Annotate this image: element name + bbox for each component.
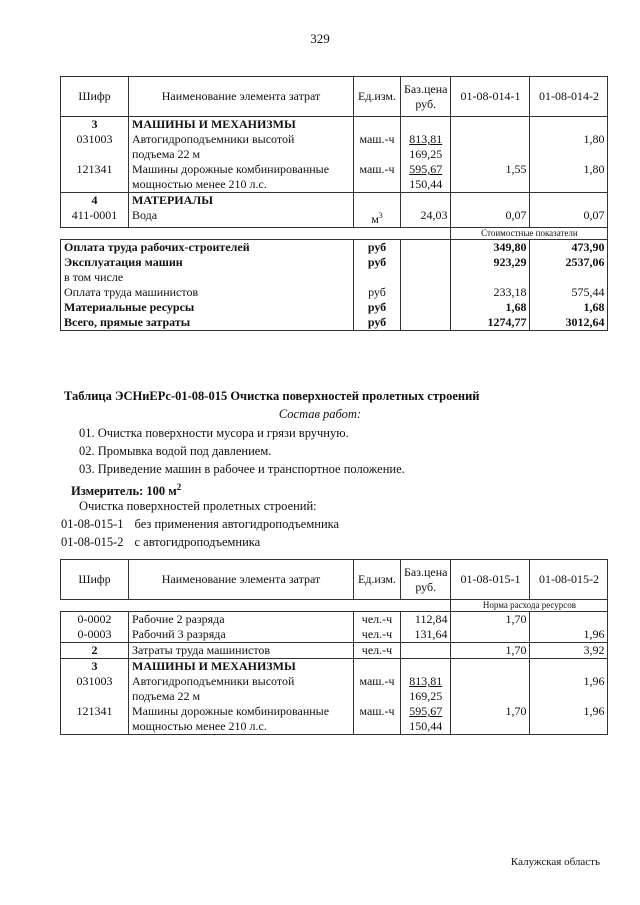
row-price: [401, 643, 451, 659]
work-item: 02. Промывка водой под давлением.: [79, 444, 272, 458]
row-name: [129, 704, 354, 735]
footer-region: Калужская область: [510, 856, 600, 868]
variant-text: с автогидроподъемника: [134, 535, 261, 549]
row-unit-sup: 3: [378, 211, 383, 220]
row-unit-text: м: [371, 212, 379, 226]
section-title: МАШИНЫ И МЕХАНИЗМЫ: [129, 659, 354, 675]
section-row: [61, 659, 608, 675]
table-title: Таблица ЭСНиЕРс-01-08-015 Очистка поверхностей пролетных строений: [64, 389, 480, 403]
header-unit: Ед.изм.: [354, 77, 401, 117]
norm-label-row: [61, 600, 608, 612]
header-col-b: 01-08-015-2: [530, 560, 608, 600]
summary-unit: руб: [354, 315, 401, 331]
row-value-a: [451, 674, 530, 704]
section-number: 3: [61, 659, 129, 675]
row-code: 411-0001: [61, 208, 129, 228]
resource-table-1: [60, 76, 608, 331]
row-price: 131,64: [401, 627, 451, 643]
row-price: [401, 674, 451, 704]
summary-name: Оплата труда машинистов: [61, 285, 354, 300]
variant-code: 01-08-015-1: [61, 517, 124, 531]
header-col-a: 01-08-015-1: [451, 560, 530, 600]
header-code: Шифр: [61, 560, 129, 600]
summary-name: Всего, прямые затраты: [61, 315, 354, 331]
row-price-main: 595,67: [409, 704, 443, 718]
row-value-a: 1,55: [451, 162, 530, 193]
row-price-wage: 150,44: [409, 719, 443, 733]
row-code: 031003: [61, 132, 129, 162]
measurement-unit-sup: 2: [176, 482, 182, 492]
row-name: Вода: [129, 208, 354, 228]
summary-row: [61, 270, 608, 285]
variant-code: 01-08-015-2: [61, 535, 124, 549]
section-row: [61, 117, 608, 133]
summary-unit: руб: [354, 285, 401, 300]
row-value-a: [451, 627, 530, 643]
variant-text: без применения автогидроподъемника: [134, 517, 340, 531]
row-value-b: 0,07: [530, 208, 608, 228]
table-row: [61, 674, 608, 704]
row-value-b: 1,96: [530, 704, 608, 735]
header-price-line2: руб.: [415, 579, 437, 594]
row-unit: маш.-ч: [354, 704, 401, 735]
summary-unit: руб: [354, 240, 401, 256]
row-name-line1: Машины дорожные комбинированные: [132, 162, 330, 176]
row-unit: маш.-ч: [354, 132, 401, 162]
row-price-main: 813,81: [409, 674, 443, 688]
section-title: МАТЕРИАЛЫ: [129, 193, 354, 209]
row-code: 121341: [61, 162, 129, 193]
row-name: [129, 674, 354, 704]
table-row: [61, 704, 608, 735]
summary-unit: руб: [354, 300, 401, 315]
header-price-line2: руб.: [415, 96, 437, 111]
header-price-line1: Баз.цена: [404, 81, 448, 96]
variant-item: [61, 534, 260, 550]
measurement-unit-text: Измеритель: 100 м: [71, 484, 177, 499]
row-name: Рабочие 2 разряда: [129, 612, 354, 628]
summary-name: Оплата труда рабочих-строителей: [61, 240, 354, 256]
row-name-line2: подъема 22 м: [132, 689, 201, 703]
header-unit: Ед.изм.: [354, 560, 401, 600]
row-value-a: 0,07: [451, 208, 530, 228]
header-price: [401, 77, 451, 117]
summary-name: Материальные ресурсы: [61, 300, 354, 315]
header-col-b: 01-08-014-2: [530, 77, 608, 117]
row-code: 0-0003: [61, 627, 129, 643]
summary-value-a: 349,80: [451, 240, 530, 256]
summary-value-a: 1274,77: [451, 315, 530, 331]
summary-row: [61, 255, 608, 270]
row-value-a: 1,70: [451, 704, 530, 735]
summary-value-b: 575,44: [530, 285, 608, 300]
table-row: [61, 208, 608, 228]
page-number: 329: [310, 31, 330, 46]
variant-item: [61, 516, 339, 532]
row-price-wage: 169,25: [409, 689, 443, 703]
row-name-line2: мощностью менее 210 л.с.: [132, 719, 267, 733]
row-name-line1: Машины дорожные комбинированные: [132, 704, 330, 718]
row-name: [129, 132, 354, 162]
row-code: 031003: [61, 674, 129, 704]
row-price: 24,03: [401, 208, 451, 228]
row-name-line1: Автогидроподъемники высотой: [132, 132, 295, 146]
section-number: 4: [61, 193, 129, 209]
table-row: [61, 627, 608, 643]
row-name: Затраты труда машинистов: [129, 643, 354, 659]
cost-label-row: [61, 228, 608, 240]
row-price-wage: 169,25: [409, 147, 443, 161]
section-number: 3: [61, 117, 129, 133]
measurement-unit: [71, 479, 181, 499]
summary-value-a: 1,68: [451, 300, 530, 315]
summary-row: [61, 240, 608, 256]
row-price: [401, 704, 451, 735]
norm-label: Норма расхода ресурсов: [451, 600, 608, 612]
row-value-b: 1,96: [530, 674, 608, 704]
row-value-a: 1,70: [451, 612, 530, 628]
cost-label: Стоимостные показатели: [451, 228, 608, 240]
row-value-b: [530, 612, 608, 628]
summary-row: [61, 285, 608, 300]
row-unit: чел.-ч: [354, 612, 401, 628]
header-code: Шифр: [61, 77, 129, 117]
header-name: Наименование элемента затрат: [129, 77, 354, 117]
row-value-b: 3,92: [530, 643, 608, 659]
header-col-a: 01-08-014-1: [451, 77, 530, 117]
table-row: [61, 643, 608, 659]
header-price: [401, 560, 451, 600]
row-unit: [354, 208, 401, 228]
summary-value-b: 3012,64: [530, 315, 608, 331]
resource-table-2: [60, 559, 608, 735]
row-price: 112,84: [401, 612, 451, 628]
row-price: [401, 132, 451, 162]
row-price-main: 813,81: [409, 132, 443, 146]
summary-value-b: 2537,06: [530, 255, 608, 270]
row-price-wage: 150,44: [409, 177, 443, 191]
row-code: 121341: [61, 704, 129, 735]
row-name-line2: подъема 22 м: [132, 147, 201, 161]
summary-value-b: 1,68: [530, 300, 608, 315]
summary-name: Эксплуатация машин: [61, 255, 354, 270]
summary-name: в том числе: [61, 270, 354, 285]
header-name: Наименование элемента затрат: [129, 560, 354, 600]
row-code: 2: [61, 643, 129, 659]
table-header: [61, 77, 608, 117]
section-title: МАШИНЫ И МЕХАНИЗМЫ: [129, 117, 354, 133]
row-value-b: 1,80: [530, 162, 608, 193]
row-value-b: 1,96: [530, 627, 608, 643]
row-code: 0-0002: [61, 612, 129, 628]
summary-unit: руб: [354, 255, 401, 270]
table-header: [61, 560, 608, 600]
composition-heading: Состав работ:: [278, 407, 362, 421]
summary-value-a: 923,29: [451, 255, 530, 270]
variants-description: Очистка поверхностей пролетных строений:: [79, 499, 317, 513]
header-price-line1: Баз.цена: [404, 564, 448, 579]
table-row: [61, 132, 608, 162]
row-unit: чел.-ч: [354, 627, 401, 643]
summary-row: [61, 315, 608, 331]
summary-value-a: 233,18: [451, 285, 530, 300]
summary-row: [61, 300, 608, 315]
summary-value-b: 473,90: [530, 240, 608, 256]
row-value-a: [451, 132, 530, 162]
row-name: Рабочий 3 разряда: [129, 627, 354, 643]
row-price: [401, 162, 451, 193]
work-item: 01. Очистка поверхности мусора и грязи вручную.: [79, 426, 349, 440]
row-unit: чел.-ч: [354, 643, 401, 659]
row-name-line1: Автогидроподъемники высотой: [132, 674, 295, 688]
row-price-main: 595,67: [409, 162, 443, 176]
row-value-b: 1,80: [530, 132, 608, 162]
row-value-a: 1,70: [451, 643, 530, 659]
table-row: [61, 612, 608, 628]
row-unit: маш.-ч: [354, 674, 401, 704]
row-name: [129, 162, 354, 193]
row-unit: маш.-ч: [354, 162, 401, 193]
work-item: 03. Приведение машин в рабочее и транспортное положение.: [79, 462, 405, 476]
section-row: [61, 193, 608, 209]
row-name-line2: мощностью менее 210 л.с.: [132, 177, 267, 191]
table-row: [61, 162, 608, 193]
